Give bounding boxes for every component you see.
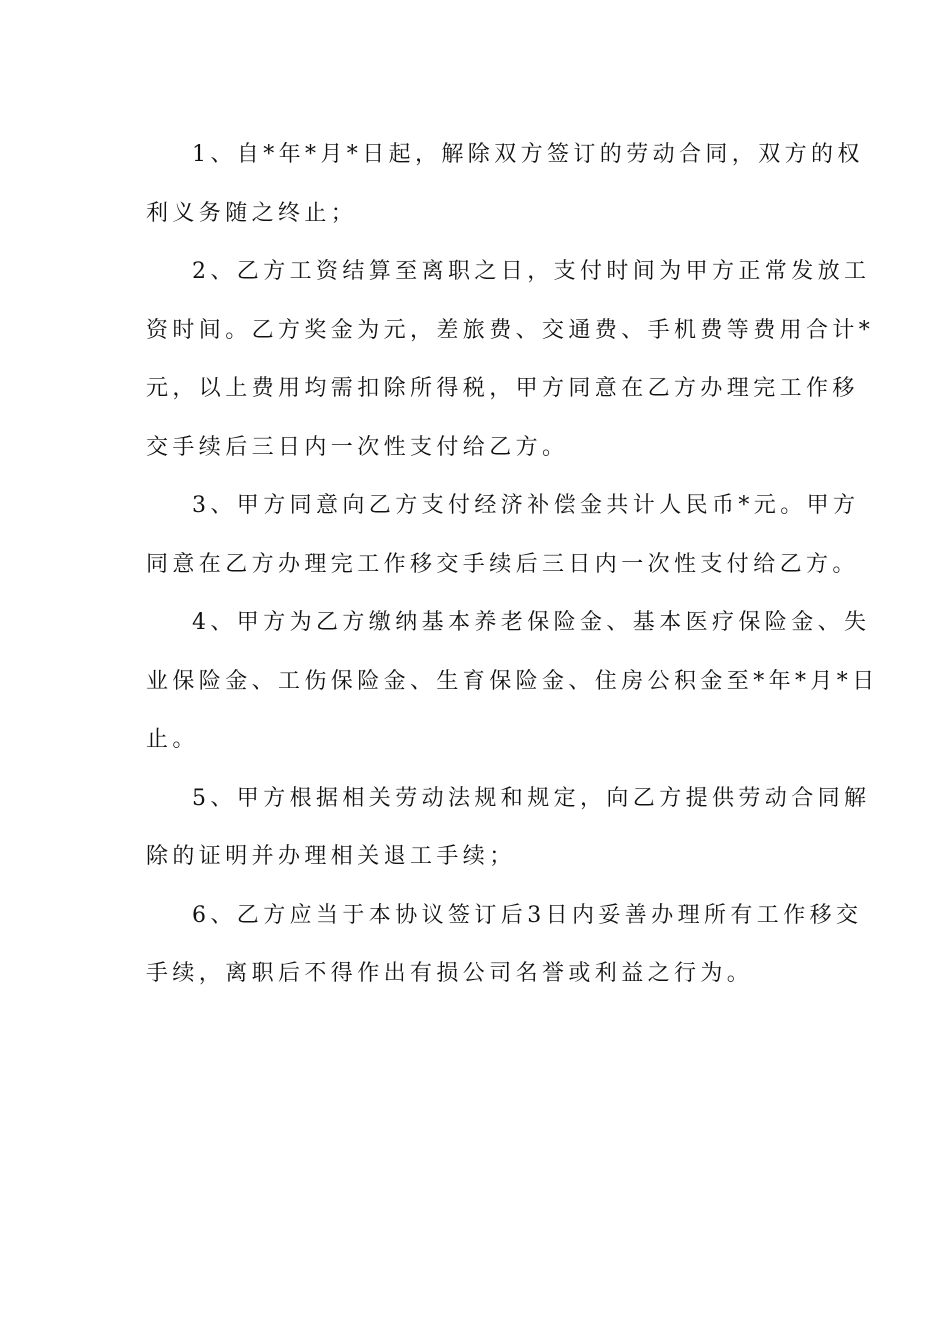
clause-line: 手续，离职后不得作出有损公司名誉或利益之行为。 [146, 961, 754, 986]
clause-line: 5、甲方根据相关劳动法规和规定，向乙方提供劳动合同解 [192, 785, 871, 811]
clause-line: 元，以上费用均需扣除所得税，甲方同意在乙方办理完工作移 [146, 376, 859, 401]
clause-line: 止。 [146, 727, 199, 752]
clause-line: 资时间。乙方奖金为元，差旅费、交通费、手机费等费用合计* [146, 317, 875, 343]
clause-6 [146, 887, 863, 1004]
clause-2 [146, 243, 875, 477]
clause-4 [146, 594, 879, 770]
clause-3 [146, 477, 860, 594]
clause-line: 6、乙方应当于本协议签订后3日内妥善办理所有工作移交 [192, 902, 863, 928]
clause-line: 3、甲方同意向乙方支付经济补偿金共计人民币*元。甲方 [192, 493, 860, 518]
clause-line: 4、甲方为乙方缴纳基本养老保险金、基本医疗保险金、失 [192, 610, 871, 635]
document-body [146, 126, 879, 1004]
clause-line: 业保险金、工伤保险金、生育保险金、住房公积金至*年*月*日 [146, 668, 879, 694]
clause-1 [146, 126, 864, 243]
clause-line: 1、自*年*月*日起，解除双方签订的劳动合同，双方的权 [192, 142, 864, 167]
clause-line: 利义务随之终止； [146, 200, 358, 226]
clause-5 [146, 770, 871, 887]
clause-line: 除的证明并办理相关退工手续； [146, 844, 516, 869]
clause-line: 交手续后三日内一次性支付给乙方。 [146, 434, 569, 460]
clause-line: 2、乙方工资结算至离职之日，支付时间为甲方正常发放工 [192, 259, 871, 284]
clause-line: 同意在乙方办理完工作移交手续后三日内一次性支付给乙方。 [146, 551, 859, 577]
